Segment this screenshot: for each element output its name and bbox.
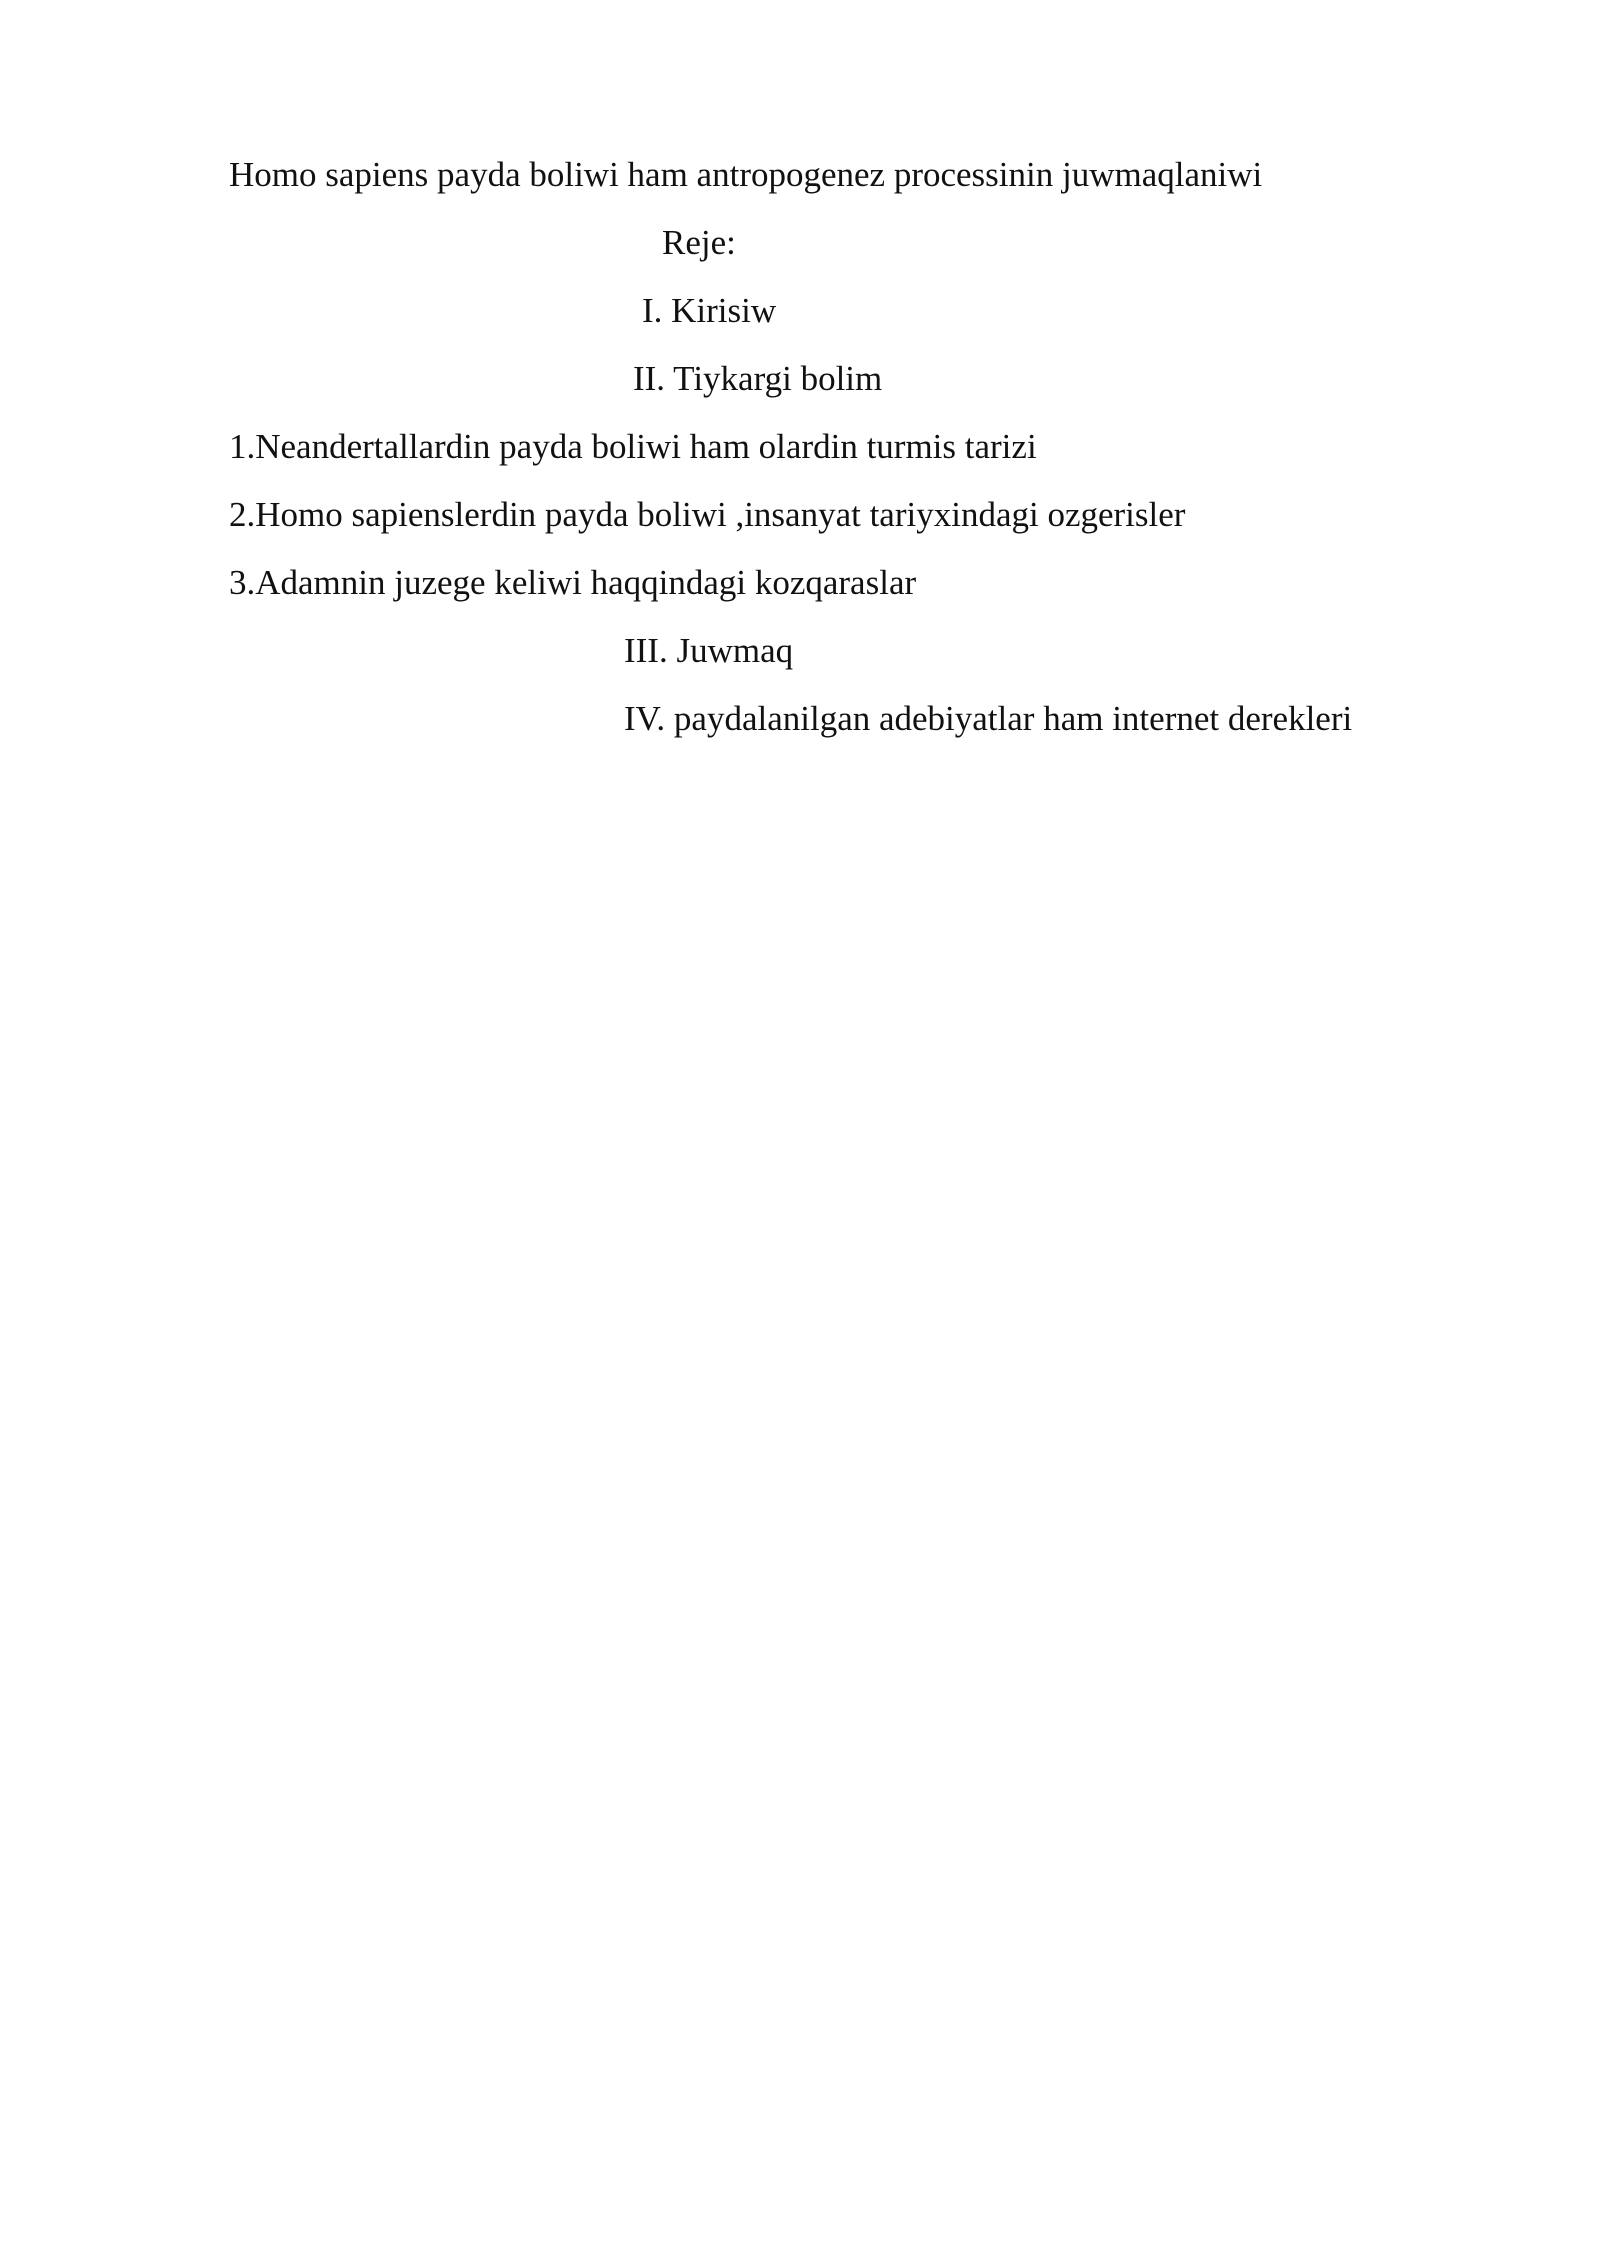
section-main-part: II. Tiykargi bolim: [633, 359, 883, 398]
subsection-item-1: 1.Neandertallardin payda boliwi ham olardin turmis tarizi: [229, 427, 1037, 466]
subsection-item-2: 2.Homo sapienslerdin payda boliwi ,insanyat tariyxindagi ozgerisler: [229, 495, 1186, 534]
section-references: IV. paydalanilgan adebiyatlar ham internet derekleri: [624, 699, 1353, 738]
subsection-item-3: 3.Adamnin juzege keliwi haqqindagi kozqaraslar: [229, 563, 917, 602]
section-introduction: I. Kirisiw: [642, 291, 777, 330]
plan-heading: Reje:: [662, 223, 736, 262]
document-title: Homo sapiens payda boliwi ham antropogenez processinin juwmaqlaniwi: [229, 155, 1263, 194]
section-conclusion: III. Juwmaq: [624, 631, 794, 670]
